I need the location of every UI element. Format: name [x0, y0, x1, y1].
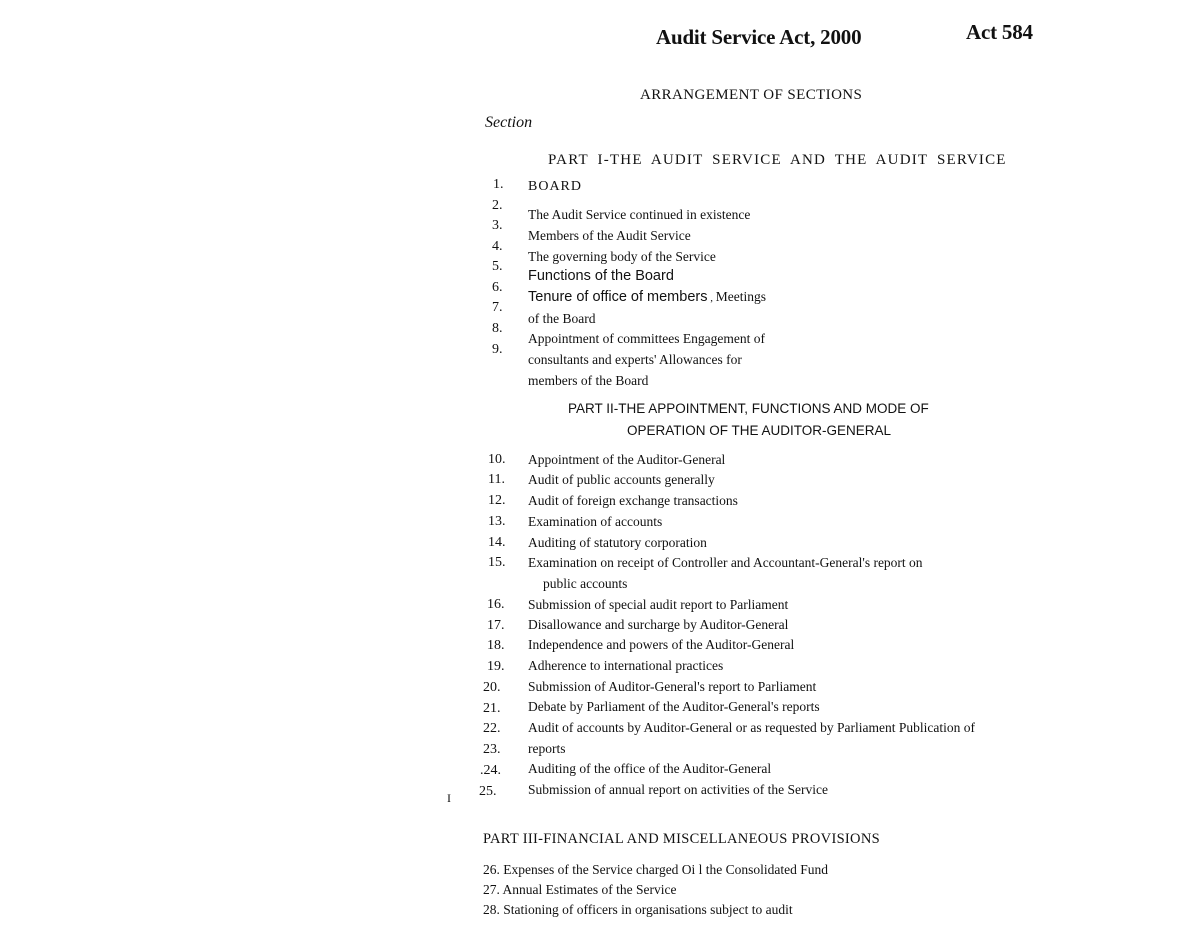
toc-line: Examination on receipt of Controller and Accountant-General's report on: [528, 555, 923, 570]
toc-line-part: Meetings: [715, 289, 766, 304]
section-number: 7.: [492, 300, 503, 315]
section-number: 18.: [487, 638, 505, 653]
toc-line: Independence and powers of the Auditor-General: [528, 637, 795, 652]
toc-line: Submission of annual report on activities of the Service: [528, 782, 828, 797]
section-number: 20.: [483, 680, 501, 695]
part1-heading: PART I-THE AUDIT SERVICE AND THE AUDIT SERVICE: [548, 152, 1007, 168]
toc-line: Members of the Audit Service: [528, 228, 691, 243]
part2-heading-line1: PART II-THE APPOINTMENT, FUNCTIONS AND MODE OF: [568, 401, 929, 416]
section-number: 12.: [488, 493, 506, 508]
section-number: 1.: [493, 177, 504, 192]
toc-line: Appointment of committees Engagement of: [528, 331, 765, 346]
separator: ,: [707, 292, 716, 304]
section-number: 19.: [487, 659, 505, 674]
board-label: BOARD: [528, 179, 583, 194]
toc-line-continuation: public accounts: [543, 576, 628, 591]
toc-line: 26. Expenses of the Service charged Oi l the Consolidated Fund: [483, 862, 829, 877]
section-number: 11.: [488, 472, 505, 487]
toc-line: Audit of public accounts generally: [528, 472, 715, 487]
section-number: 16.: [487, 597, 505, 612]
toc-line: consultants and experts' Allowances for: [528, 352, 742, 367]
part2-heading-line2: OPERATION OF THE AUDITOR-GENERAL: [627, 423, 892, 438]
section-number: 3.: [492, 218, 503, 233]
toc-line: Adherence to international practices: [528, 658, 724, 673]
toc-line: 27. Annual Estimates of the Service: [483, 882, 677, 897]
toc-line: 28. Stationing of officers in organisations subject to audit: [483, 902, 793, 917]
section-number: 17.: [487, 618, 505, 633]
part3-heading: PART III-FINANCIAL AND MISCELLANEOUS PROVISIONS: [483, 831, 880, 847]
toc-line-part: Tenure of office of members: [528, 289, 708, 305]
section-number: 25.: [479, 784, 497, 799]
section-number: 6.: [492, 280, 503, 295]
section-number: 4.: [492, 239, 503, 254]
section-number: 2.: [492, 198, 503, 213]
act-number: Act 584: [966, 20, 1033, 44]
section-number: 23.: [483, 742, 501, 757]
section-number: 5.: [492, 259, 503, 274]
toc-line: Examination of accounts: [528, 514, 663, 529]
section-number: 13.: [488, 514, 506, 529]
toc-line: reports: [528, 741, 566, 756]
section-number: 8.: [492, 321, 503, 336]
toc-line: [528, 289, 766, 305]
section-number: 9.: [492, 342, 503, 357]
toc-line: Disallowance and surcharge by Auditor-General: [528, 617, 789, 632]
toc-line: Debate by Parliament of the Auditor-General's reports: [528, 699, 820, 714]
section-number: 15.: [488, 555, 506, 570]
toc-line: members of the Board: [528, 373, 649, 388]
toc-line: Audit of accounts by Auditor-General or as requested by Parliament Publication of: [528, 720, 975, 735]
section-number: 21.: [483, 701, 501, 716]
toc-line: The Audit Service continued in existence: [528, 207, 751, 222]
section-label: Section: [485, 114, 533, 131]
arrangement-title: ARRANGEMENT OF SECTIONS: [640, 87, 863, 103]
section-number: 22.: [483, 721, 501, 736]
section-number: .24.: [480, 763, 501, 778]
toc-line: Auditing of statutory corporation: [528, 535, 707, 550]
section-number: 14.: [488, 535, 506, 550]
section-number: 10.: [488, 452, 506, 467]
toc-line: Functions of the Board: [528, 268, 674, 284]
toc-line: of the Board: [528, 311, 596, 326]
toc-line: Auditing of the office of the Auditor-General: [528, 761, 772, 776]
toc-line: Audit of foreign exchange transactions: [528, 493, 738, 508]
toc-line: The governing body of the Service: [528, 249, 716, 264]
stray-mark: I: [447, 791, 451, 805]
toc-line: Submission of special audit report to Parliament: [528, 597, 789, 612]
toc-line: Appointment of the Auditor-General: [528, 452, 726, 467]
toc-line: Submission of Auditor-General's report to Parliament: [528, 679, 817, 694]
document-title: Audit Service Act, 2000: [656, 25, 862, 49]
